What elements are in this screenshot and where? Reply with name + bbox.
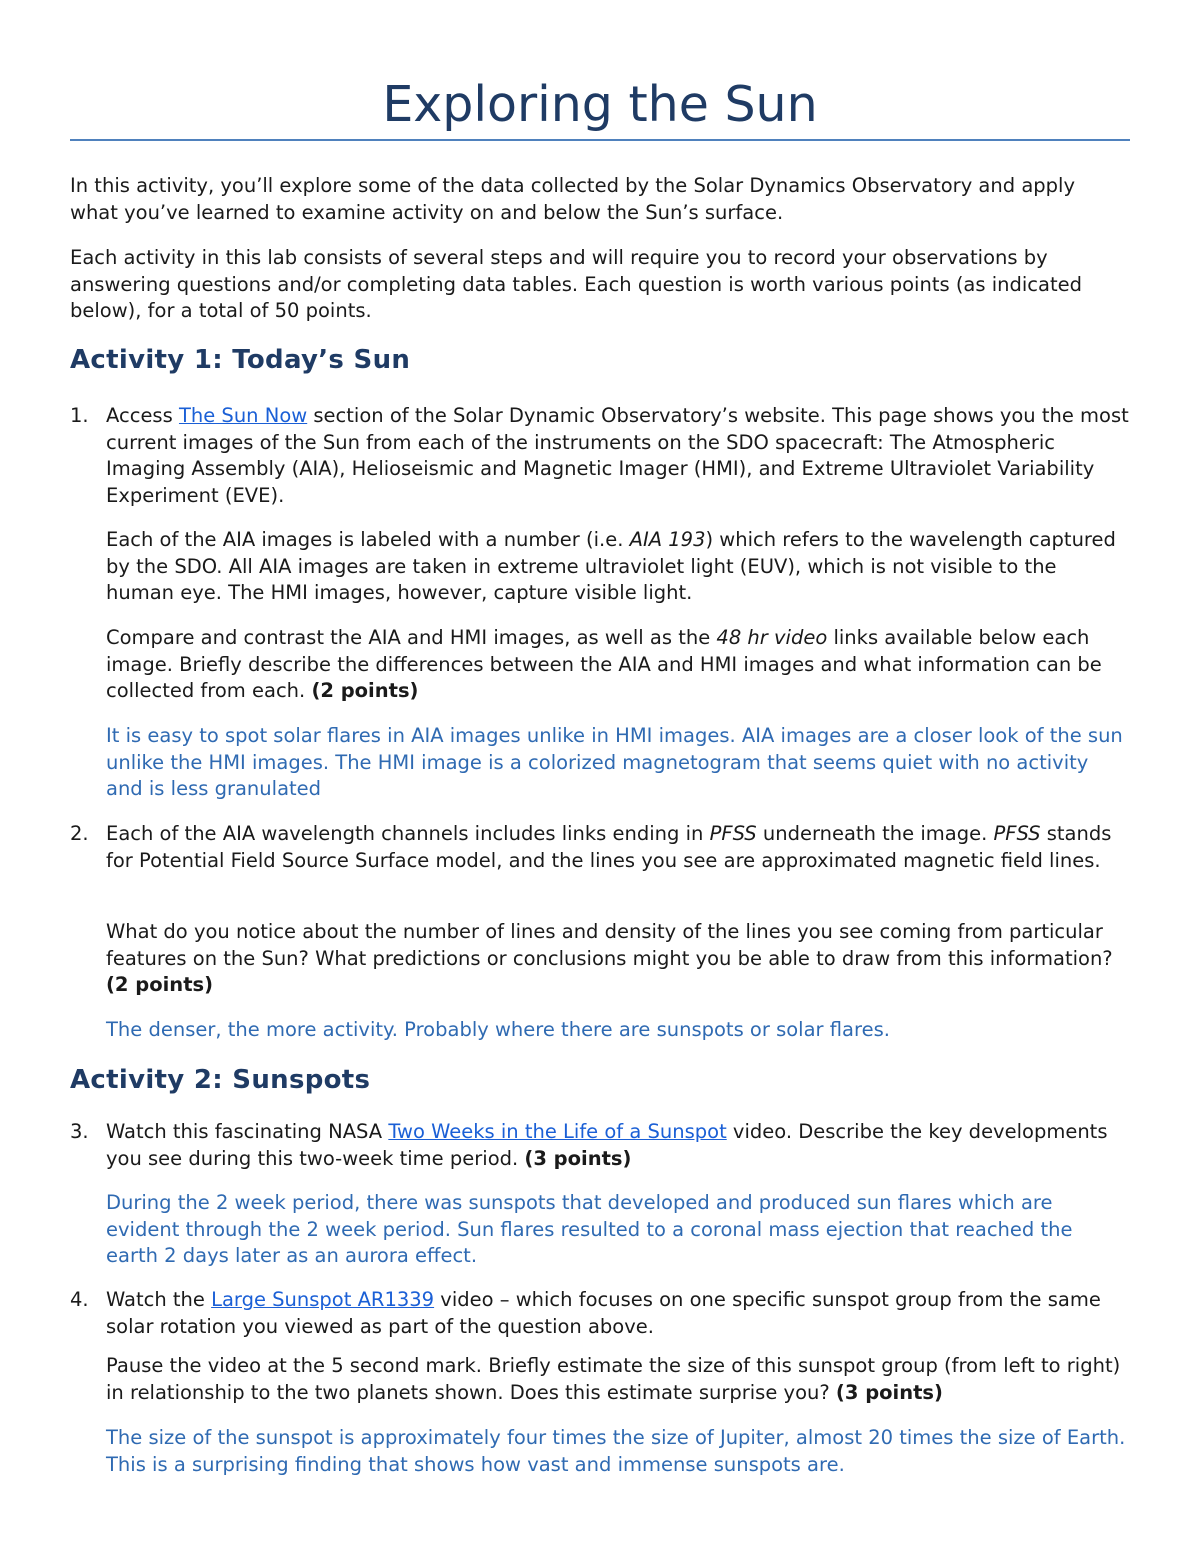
question-3-intro <box>106 1119 1130 1172</box>
question-1-number: 1. <box>70 404 89 427</box>
intro-paragraph-1: In this activity, you’ll explore some of the data collected by the Solar Dynamics Observatory and apply what you’ve learned to examine activity on and below the Sun’s surface. <box>70 174 1075 224</box>
title-underline <box>70 139 1130 141</box>
link-the-sun-now[interactable]: The Sun Now <box>178 404 308 427</box>
q2-text-c: stands for Potential Field Source Surface model, and the lines you see are approximated magnetic field lines. <box>106 822 1112 872</box>
q1-p3-text-a: Compare and contrast the AIA and HMI images, as well as the <box>106 626 717 649</box>
answer-1: It is easy to spot solar flares in AIA images unlike in HMI images. AIA images are a closer look of the sun unlike the HMI images. The HMI image is a colorized magnetogram that seems quiet with no activity and is less granulated <box>106 724 1123 800</box>
question-1-paragraph-2 <box>106 527 1130 607</box>
answer-4: The size of the sunspot is approximately four times the size of Jupiter, almost 20 times the size of Earth. This is a surprising finding that shows how vast and immense sunspots are. <box>106 1426 1126 1476</box>
question-1-paragraph-3 <box>106 625 1130 705</box>
q4-p2-text: Pause the video at the 5 second mark. Briefly estimate the size of this sunspot group (from left to right) in relationship to the two planets shown. Does this estimate surprise you? <box>106 1354 1121 1404</box>
activity-1-heading: Activity 1: Today’s Sun <box>70 345 411 375</box>
question-2-intro <box>106 821 1130 874</box>
question-3-number: 3. <box>70 1120 89 1143</box>
q4-text-a: Watch the <box>106 1288 212 1311</box>
question-2-number: 2. <box>70 822 89 845</box>
q1-text-a: Access <box>106 404 179 427</box>
q2-text-a: Each of the AIA wavelength channels includes links ending in <box>106 822 710 845</box>
q1-points: (2 points) <box>311 679 419 702</box>
q2-emphasis-1: PFSS <box>709 822 757 845</box>
q4-points: (3 points) <box>835 1380 943 1404</box>
link-large-sunspot-ar1339[interactable]: Large Sunspot AR1339 <box>211 1288 435 1311</box>
question-4-number: 4. <box>70 1288 89 1311</box>
question-2-paragraph-2 <box>106 919 1130 999</box>
q2-emphasis-2: PFSS <box>993 822 1041 845</box>
q2-p2-text: What do you notice about the number of lines and density of the lines you see coming from particular features on the Sun? What predictions or conclusions might you be able to draw from this information? <box>106 920 1113 970</box>
link-two-weeks-sunspot[interactable]: Two Weeks in the Life of a Sunspot <box>388 1120 727 1143</box>
page-title: Exploring the Sun <box>382 76 818 133</box>
q2-text-b: underneath the image. <box>756 822 994 845</box>
q1-text-b: section of the Solar Dynamic Observatory’s website. This page shows you the most current images of the Sun from each of the instruments on the SDO spacecraft: The Atmospheric Imaging Assembly (AIA), Helioseismic and Magnetic Imager (HMI), and Extreme Ultraviolet Variability Experiment (EVE). <box>106 404 1129 507</box>
activity-2-heading: Activity 2: Sunspots <box>70 1065 371 1095</box>
q2-points: (2 points) <box>106 973 214 996</box>
q1-p2-text-a: Each of the AIA images is labeled with a number (i.e. <box>106 528 630 551</box>
question-4-paragraph-2 <box>106 1353 1130 1406</box>
q1-p2-emphasis: AIA 193 <box>629 528 706 551</box>
q1-p2-text-b: ) which refers to the wavelength captured by the SDO. All AIA images are taken in extreme ultraviolet light (EUV), which is not visible to the human eye. The HMI images, however, capture visible light. <box>106 528 1116 604</box>
q4-text-b: video – which focuses on one specific sunspot group from the same solar rotation you viewed as part of the question above. <box>106 1288 1101 1338</box>
answer-2: The denser, the more activity. Probably where there are sunspots or solar flares. <box>106 1018 890 1041</box>
q1-p3-text-b: links available below each image. Briefly describe the differences between the AIA and HMI images and what information can be collected from each. <box>106 626 1102 702</box>
answer-3: During the 2 week period, there was sunspots that developed and produced sun flares which are evident through the 2 week period. Sun flares resulted to a coronal mass ejection that reached the earth 2 days later as an aurora effect. <box>106 1191 1073 1267</box>
q3-text-b: video. Describe the key developments you see during this two-week time period. <box>106 1120 1108 1170</box>
q3-points: (3 points) <box>524 1146 632 1170</box>
question-4-intro <box>106 1287 1130 1340</box>
q3-text-a: Watch this fascinating NASA <box>106 1120 389 1143</box>
question-1-intro <box>106 403 1130 509</box>
q1-p3-emphasis: 48 hr video <box>716 626 828 649</box>
intro-paragraph-2: Each activity in this lab consists of several steps and will require you to record your observations by answering questions and/or completing data tables. Each question is worth various points (as indicated below), for a total of 50 points. <box>70 246 1083 322</box>
